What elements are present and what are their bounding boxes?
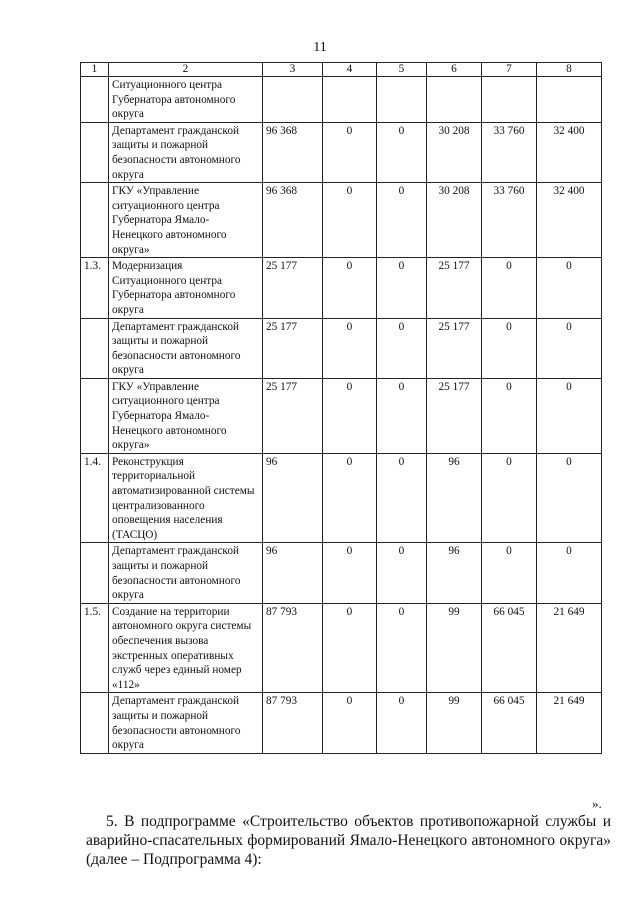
value-cell: 32 400 [537,122,602,182]
value-cell: 96 [427,543,482,603]
value-cell: 0 [377,693,427,753]
row-description-cell: ГКУ «Управление ситуационного центра Губернатора Ямало-Ненецкого автономного округа» [109,378,263,453]
table-row [81,318,602,378]
table-row [81,258,602,318]
value-cell: 0 [537,258,602,318]
row-description-cell: Модернизация Ситуационного центра Губернатора автономного округа [109,258,263,318]
value-cell: 96 368 [263,183,323,258]
table-row [81,378,602,453]
header-cell: 3 [263,63,323,77]
row-description-cell: Департамент гражданской защиты и пожарной безопасности автономного округа [109,122,263,182]
table-row [81,453,602,543]
value-cell: 99 [427,603,482,693]
value-cell: 0 [323,258,377,318]
value-cell [263,77,323,123]
value-cell: 32 400 [537,183,602,258]
value-cell: 66 045 [482,603,537,693]
row-description-cell: Ситуационного центра Губернатора автономного округа [109,77,263,123]
value-cell: 0 [377,543,427,603]
value-cell: 96 [427,453,482,543]
value-cell: 30 208 [427,183,482,258]
row-number-cell: 1.5. [81,603,109,693]
row-number-cell [81,77,109,123]
table-body [81,63,602,754]
header-cell: 5 [377,63,427,77]
value-cell: 0 [323,603,377,693]
value-cell: 33 760 [482,122,537,182]
row-number-cell [81,183,109,258]
value-cell: 25 177 [427,318,482,378]
header-cell: 1 [81,63,109,77]
value-cell: 0 [482,543,537,603]
row-description-cell: ГКУ «Управление ситуационного центра Губернатора Ямало-Ненецкого автономного округа» [109,183,263,258]
value-cell [482,77,537,123]
value-cell: 0 [482,453,537,543]
row-number-cell [81,318,109,378]
value-cell: 96 [263,453,323,543]
value-cell: 0 [377,318,427,378]
data-table [80,62,602,754]
value-cell: 0 [482,378,537,453]
value-cell: 25 177 [427,378,482,453]
header-cell: 2 [109,63,263,77]
value-cell: 25 177 [427,258,482,318]
paragraph: 5. В подпрограмме «Строительство объектов противопожарной службы и аварийно-спасательных формирований Ямало-Ненецкого автономного округа» (далее – Подпрограмма 4): [86,813,611,868]
value-cell: 0 [323,183,377,258]
row-number-cell [81,378,109,453]
value-cell: 33 760 [482,183,537,258]
closing-quote: ». [592,796,602,811]
value-cell [323,77,377,123]
header-cell: 7 [482,63,537,77]
value-cell: 0 [323,693,377,753]
row-number-cell [81,543,109,603]
header-cell: 8 [537,63,602,77]
header-cell: 4 [323,63,377,77]
value-cell: 0 [323,543,377,603]
value-cell: 0 [537,453,602,543]
table-row [81,122,602,182]
value-cell: 0 [323,453,377,543]
table-row [81,543,602,603]
value-cell: 0 [377,258,427,318]
value-cell [537,77,602,123]
row-number-cell [81,693,109,753]
row-number-cell [81,122,109,182]
row-description-cell: Департамент гражданской защиты и пожарной безопасности автономного округа [109,543,263,603]
value-cell: 87 793 [263,603,323,693]
value-cell: 0 [482,258,537,318]
value-cell: 25 177 [263,258,323,318]
value-cell: 0 [482,318,537,378]
row-description-cell: Департамент гражданской защиты и пожарной безопасности автономного округа [109,693,263,753]
value-cell [427,77,482,123]
value-cell: 0 [537,378,602,453]
row-number-cell: 1.4. [81,453,109,543]
page-number: 11 [313,40,327,55]
value-cell: 30 208 [427,122,482,182]
value-cell: 0 [377,378,427,453]
value-cell [377,77,427,123]
value-cell: 0 [323,378,377,453]
header-cell: 6 [427,63,482,77]
value-cell: 21 649 [537,693,602,753]
value-cell: 0 [377,603,427,693]
value-cell: 0 [537,318,602,378]
value-cell: 21 649 [537,603,602,693]
value-cell: 0 [377,453,427,543]
table-row [81,693,602,753]
value-cell: 99 [427,693,482,753]
row-description-cell: Создание на территории автономного округа системы обеспечения вызова экстренных оперативных служб через единый номер «112» [109,603,263,693]
table-header-row [81,63,602,77]
row-description-cell: Департамент гражданской защиты и пожарной безопасности автономного округа [109,318,263,378]
value-cell: 96 [263,543,323,603]
table-row [81,603,602,693]
value-cell: 0 [323,122,377,182]
value-cell: 87 793 [263,693,323,753]
value-cell: 25 177 [263,318,323,378]
row-description-cell: Реконструкция территориальной автоматизированной системы централизованного оповещения населения (ТАСЦО) [109,453,263,543]
value-cell: 25 177 [263,378,323,453]
row-number-cell: 1.3. [81,258,109,318]
value-cell: 66 045 [482,693,537,753]
value-cell: 0 [377,122,427,182]
table-row [81,183,602,258]
value-cell: 96 368 [263,122,323,182]
value-cell: 0 [323,318,377,378]
value-cell: 0 [537,543,602,603]
table-row [81,77,602,123]
value-cell: 0 [377,183,427,258]
